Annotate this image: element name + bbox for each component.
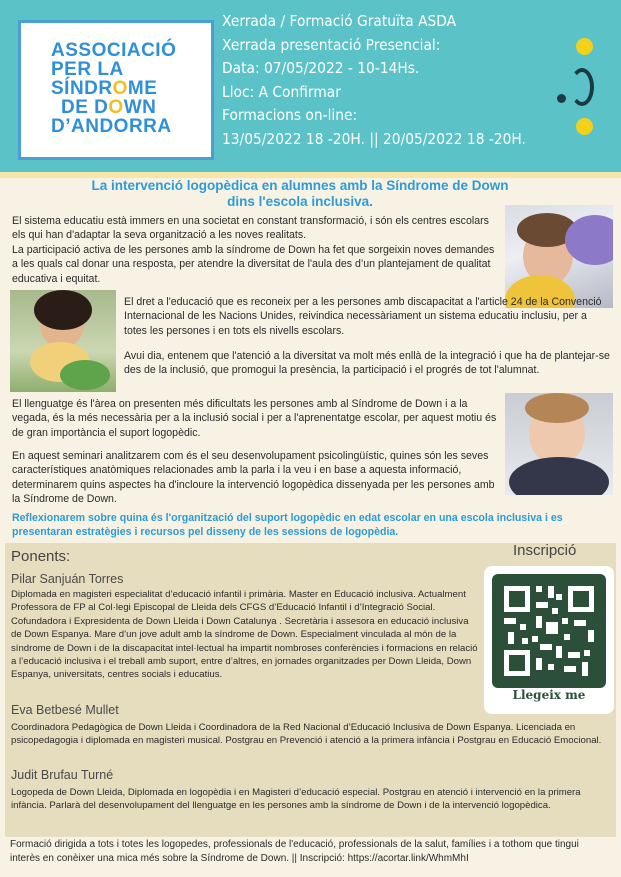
yellow-dot-icon-2 xyxy=(576,118,593,135)
paragraph-6: En aquest seminari analitzarem com és el seu desenvolupament psicolingüístic, quines són les seves característiques anatòmiques relacionades amb la parla i la veu i en base a aquesta informació, determinarem quins aspectes ha d'incloure la intervenció logopèdica dissenyada per les persones amb la Síndrome de Down. xyxy=(12,450,495,506)
event-line-3: Data: 07/05/2022 - 10-14Hs. xyxy=(222,59,420,78)
title-line-2: dins l'escola inclusiva. xyxy=(227,194,373,209)
logo-line-3: SÍNDROME xyxy=(51,78,158,99)
registration-qr-code[interactable] xyxy=(484,566,614,714)
qr-code-icon xyxy=(492,574,606,688)
child-photo-2 xyxy=(10,290,116,392)
event-line-4: Lloc: A Confirmar xyxy=(222,82,341,101)
event-line-1: Xerrada / Formació Gratuïta ASDA xyxy=(222,12,457,30)
speaker-3-name: Judit Brufau Turné xyxy=(11,768,114,782)
footer-note: Formació dirigida a tots i totes les logopedes, professionals de l'educació, professionals de la salut, famílies i a tothom que tingui interès en conèixer una mica més sobre la Síndrome de Down. || Inscripció: https://acortar.link/WhmMhI xyxy=(10,839,579,864)
speaker-1-bio: Diplomada en magisteri especialitat d’educació infantil i primària. Master en Educació inclusiva. Actualment Professora de FP al Col·legi Episcopal de Lleida dels CFGS d’Educació Infantil i d’Integració Social. Cofundadora i Expresidenta de Down Lleida i Down Catalunya . Secretària i assesora en educació inclusiva de Down Espanya. Mare d’un jove adult amb la síndrome de Down. Especialment vinculada al món de la síndrome de Down i de la discapacitat intel·lectual ha impartit nombroses conferències i formacions en relació a l’educació inclusiva i el treball amb suport, entre d’altres, en jornades organitzades per Down Lleida, Down Espanya, universitats, centres socials i educatius. xyxy=(11,589,478,681)
speaker-2-name: Eva Betbesé Mullet xyxy=(11,703,119,717)
event-line-2: Xerrada presentació Presencial: xyxy=(222,35,441,54)
logo-line-2: PER LA xyxy=(51,59,124,80)
yellow-dot-icon xyxy=(576,38,593,55)
paragraph-4: Avui dia, entenem que l'atenció a la diversitat va molt més enllà de la integració i que ha de plantejar-se des de la inclusió, que promogui la presència, la participació i el progrés de tot l'alumnat. xyxy=(124,350,610,377)
child-photo-1 xyxy=(505,205,613,308)
speaker-1-name: Pilar Sanjuán Torres xyxy=(11,572,124,586)
speakers-heading: Ponents: xyxy=(11,548,71,565)
event-line-6: 13/05/2022 18 -20H. || 20/05/2022 18 -20H. xyxy=(222,129,526,148)
event-line-5: Formacions on-line: xyxy=(222,106,358,125)
paragraph-3: El dret a l'educació que es reconeix per a les persones amb discapacitat a l'article 24 de la Convenció Internacional de les Nacions Unides, reivindica necessàriament un sistema educatiu inclusiu, per a totes les persones i en tots els nivells escolars. xyxy=(124,296,602,337)
qr-label: Llegeix me xyxy=(512,688,586,702)
reflection-text: Reflexionarem sobre quina és l'organització del suport logopèdic en edat escolar en una escola inclusiva i es presentaran estratègies i recursos pel disseny de les sessions de logopèdia. xyxy=(12,512,563,538)
paragraph-1: El sistema educatiu està immers en una societat en constant transformació, i són els centres escolars els qui han d'adaptar la seva organització a les noves realitats. xyxy=(12,215,489,242)
child-photo-3 xyxy=(505,393,613,495)
paragraph-2: La participació activa de les persones amb la síndrome de Down ha fet que sorgeixin noves demandes a les quals cal donar una resposta, per atendre la diversitat de l'aula des d’un plantejament de qualitat educativa i equitat. xyxy=(12,244,495,285)
page-title xyxy=(30,178,570,210)
speaker-3-bio: Logopeda de Down Lleida, Diplomada en logopèdia i en Magisteri d’educació especial. Postgrau en atenció i intervenció en la primera infància. Parlarà del desenvolupament del llenguatge en les persones amb la síndrome de Down i de la intervenció logopèdica. xyxy=(11,787,581,812)
association-logo xyxy=(18,20,214,160)
smile-arc-icon xyxy=(570,68,594,106)
logo-line-5: D’ANDORRA xyxy=(51,116,172,137)
logo-line-4: DE DOWN xyxy=(61,97,157,118)
event-info xyxy=(222,10,526,152)
logo-line-1: ASSOCIACIÓ xyxy=(51,40,177,61)
title-line-1: La intervenció logopèdica en alumnes amb la Síndrome de Down xyxy=(91,178,509,193)
speaker-2-bio: Coordinadora Pedagògica de Down Lleida i Coordinadora de la Red Nacional d’Educació Inclusiva de Down Espanya. Licenciada en psicopedagogia i diplomada en magisteri musical. Postgrau en Prevenció i atenció a la primera infància i Postgrau en Educació Emocional. xyxy=(11,722,602,747)
dark-dot-icon xyxy=(557,94,566,103)
paragraph-5: El llenguatge és l'àrea on presenten més dificultats les persones amb al Síndrome de Down i a la vegada, és la més necessària per a la inclusió social i per a l'aprenentatge escolar, per aquest motiu és de gran importància el suport logopèdic. xyxy=(12,398,497,439)
registration-heading: Inscripció xyxy=(513,542,577,559)
